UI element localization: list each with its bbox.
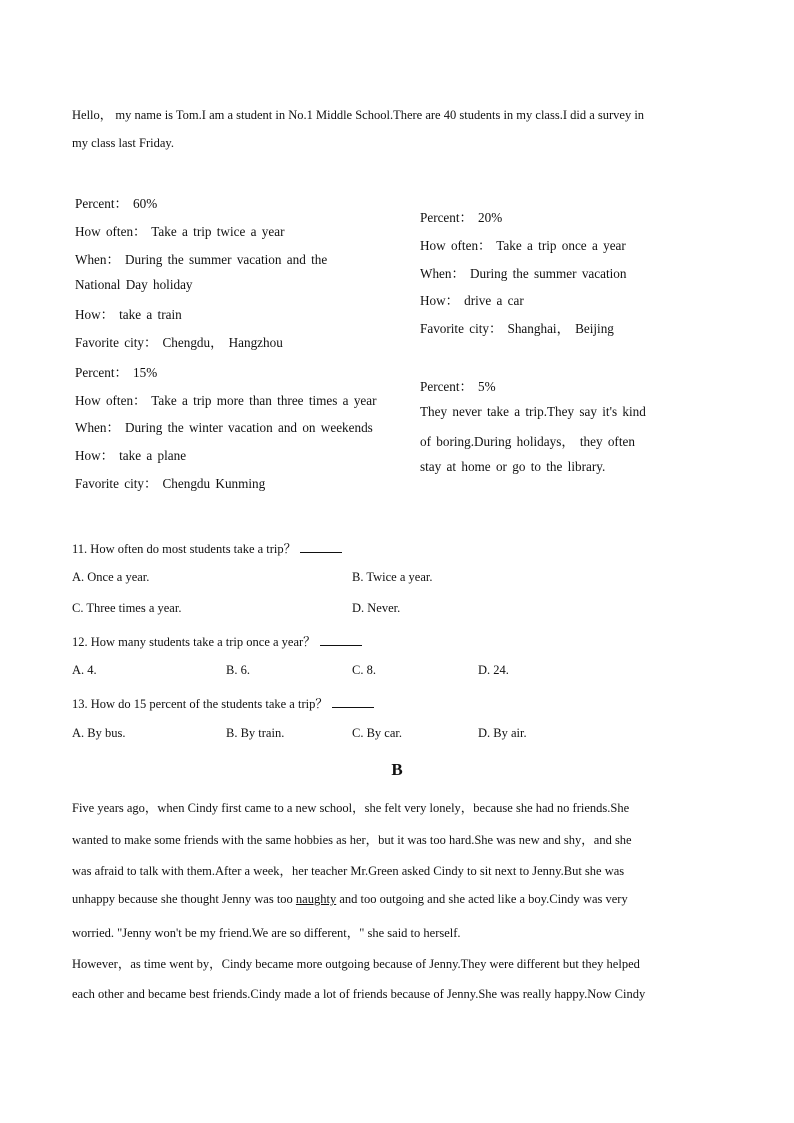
box2-line: When： During the summer vacation xyxy=(420,266,627,281)
box1-line: Percent： 60% xyxy=(75,196,158,211)
passage-text: unhappy because she thought Jenny was too xyxy=(72,892,296,906)
box1-line: When： During the summer vacation and the xyxy=(75,252,328,267)
q11-option-b[interactable]: B. Twice a year. xyxy=(352,570,433,584)
passage-line: was afraid to talk with them.After a week，her teacher Mr.Green asked Cindy to sit next to Jenny.But she was xyxy=(72,864,625,878)
q12-option-b[interactable]: B. 6. xyxy=(226,663,250,677)
q13-option-d[interactable]: D. By air. xyxy=(478,726,527,740)
intro-line-2: my class last Friday. xyxy=(72,136,174,150)
section-title-b: B xyxy=(391,760,403,779)
box1-line: National Day holiday xyxy=(75,277,193,292)
passage-line xyxy=(72,892,628,907)
passage-text: and too outgoing and she acted like a boy.Cindy was very xyxy=(336,892,628,906)
passage-line: However，as time went by，Cindy became more outgoing because of Jenny.They were different but they helped xyxy=(72,957,640,971)
question-13 xyxy=(72,694,374,712)
passage-line: wanted to make some friends with the same hobbies as her，but it was too hard.She was new and shy，and she xyxy=(72,833,632,847)
box3-line: When： During the winter vacation and on weekends xyxy=(75,420,373,435)
question-stem: 13. How do 15 percent of the students take a trip？ xyxy=(72,697,328,711)
box4-line: They never take a trip.They say it's kind xyxy=(420,404,646,419)
box3-line: Percent： 15% xyxy=(75,365,158,380)
question-stem: 12. How many students take a trip once a year？ xyxy=(72,635,316,649)
box2-line: How often： Take a trip once a year xyxy=(420,238,626,253)
q12-option-a[interactable]: A. 4. xyxy=(72,663,97,677)
box2-line: How： drive a car xyxy=(420,293,524,308)
question-12 xyxy=(72,632,362,650)
question-11 xyxy=(72,539,342,557)
box2-line: Percent： 20% xyxy=(420,210,503,225)
q12-option-c[interactable]: C. 8. xyxy=(352,663,376,677)
q13-option-c[interactable]: C. By car. xyxy=(352,726,402,740)
answer-blank[interactable] xyxy=(300,540,342,553)
q13-option-a[interactable]: A. By bus. xyxy=(72,726,126,740)
passage-line: each other and became best friends.Cindy made a lot of friends because of Jenny.She was really happy.Now Cindy xyxy=(72,987,646,1001)
box3-line: Favorite city： Chengdu Kunming xyxy=(75,476,266,491)
q11-option-c[interactable]: C. Three times a year. xyxy=(72,601,182,615)
q11-option-a[interactable]: A. Once a year. xyxy=(72,570,150,584)
box2-line: Favorite city： Shanghai， Beijing xyxy=(420,321,614,336)
q13-option-b[interactable]: B. By train. xyxy=(226,726,285,740)
box1-line: Favorite city： Chengdu， Hangzhou xyxy=(75,335,283,350)
box4-line: Percent： 5% xyxy=(420,379,496,394)
box1-line: How often： Take a trip twice a year xyxy=(75,224,285,239)
box4-line: of boring.During holidays， they often xyxy=(420,434,635,449)
passage-line: worried. "Jenny won't be my friend.We are so different，" she said to herself. xyxy=(72,926,461,940)
passage-line: Five years ago，when Cindy first came to a new school，she felt very lonely，because she had no friends.She xyxy=(72,801,630,815)
q12-option-d[interactable]: D. 24. xyxy=(478,663,509,677)
q11-option-d[interactable]: D. Never. xyxy=(352,601,401,615)
box3-line: How often： Take a trip more than three times a year xyxy=(75,393,377,408)
answer-blank[interactable] xyxy=(320,633,362,646)
question-stem: 11. How often do most students take a trip？ xyxy=(72,542,297,556)
underlined-word: naughty xyxy=(295,892,337,906)
box4-line: stay at home or go to the library. xyxy=(420,459,606,474)
answer-blank[interactable] xyxy=(332,695,374,708)
box3-line: How： take a plane xyxy=(75,448,187,463)
intro-line-1: Hello， my name is Tom.I am a student in No.1 Middle School.There are 40 students in my class.I did a survey in xyxy=(72,108,645,122)
box1-line: How： take a train xyxy=(75,307,182,322)
